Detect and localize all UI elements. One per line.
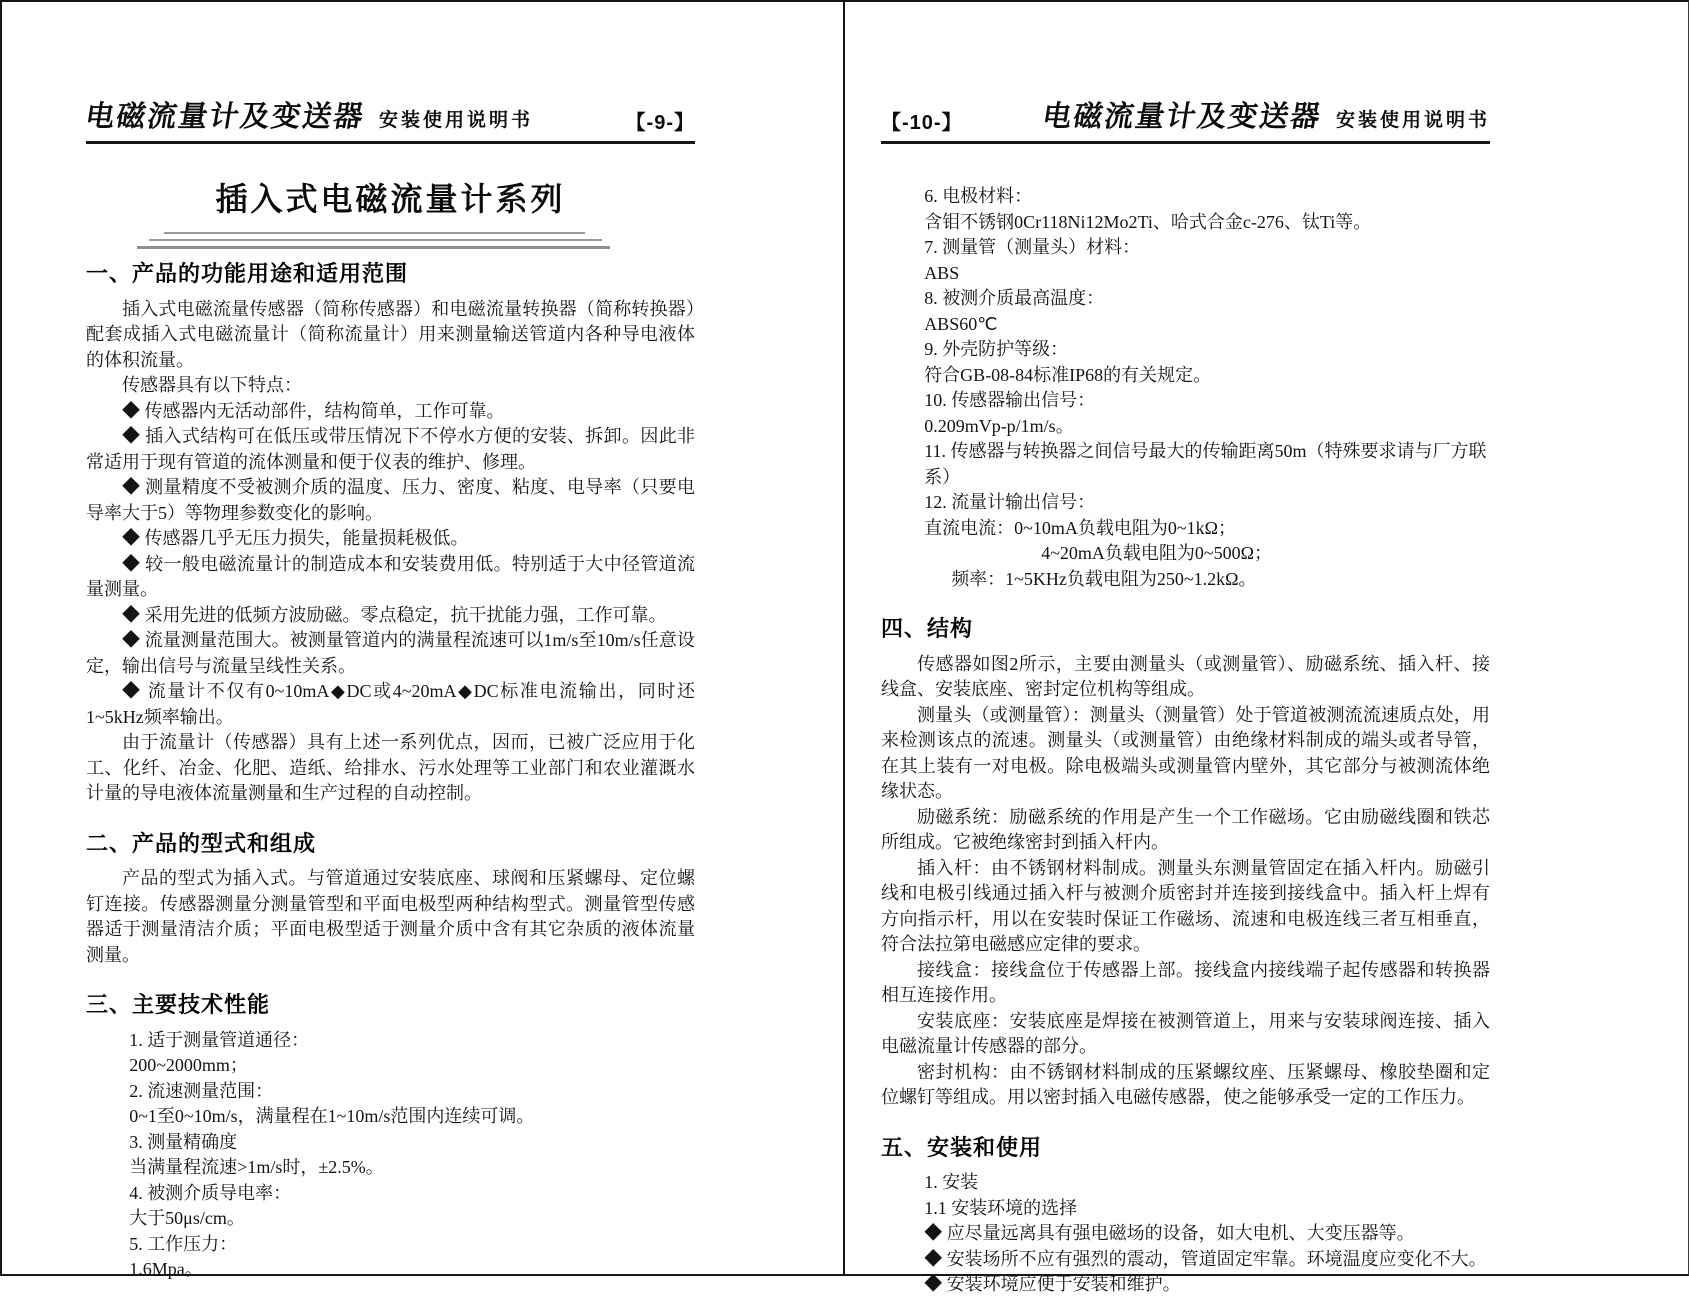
header-rule xyxy=(881,141,1490,144)
page10-header xyxy=(881,94,1490,135)
feature-item: ◆ 较一般电磁流量计的制造成本和安装费用低。特别适于大中径管道流量测量。 xyxy=(86,553,695,599)
title-underline xyxy=(86,232,695,249)
spec-line: 2. 流速测量范围： xyxy=(129,1080,274,1101)
section-heading-5: 五、安装和使用 xyxy=(881,1134,1043,1160)
page9-header xyxy=(83,94,695,135)
spec-line: 8. 被测介质最高温度： xyxy=(924,288,1105,308)
page-number: 【-10-】 xyxy=(881,112,963,134)
spec-line: 5. 工作压力： xyxy=(129,1233,238,1254)
section-heading-3: 三、主要技术性能 xyxy=(86,992,271,1017)
section-heading-4: 四、结构 xyxy=(881,616,974,641)
spec-line: 11. 传感器与转换器之间信号最大的传输距离50m（特殊要求请与厂方联系） xyxy=(924,441,1487,487)
spec-line: 4~20mA负载电阻为0~500Ω； xyxy=(1041,543,1273,563)
paragraph: 密封机构：由不锈钢材料制成的压紧螺纹座、压紧螺母、橡胶垫圈和定位螺钉等组成。用以密封插入电磁传感器，使之能够承受一定的工作压力。 xyxy=(881,1061,1490,1107)
paragraph: 测量头（或测量管）：测量头（测量管）处于管道被测流流速质点处，用来检测该点的流速。测量头（或测量管）由绝缘材料制成的端头或者导管，在其上装有一对电极。除电极端头或测量管内壁外，其它部分与被测流体绝缘状态。 xyxy=(881,704,1490,801)
spec-line: 0~1至0~10m/s，满量程在1~10m/s范围内连续可调。 xyxy=(129,1106,535,1126)
install-item: ◆ 应尽量远离具有强电磁场的设备，如大电机、大变压器等。 xyxy=(924,1223,1415,1243)
header-title-group xyxy=(1040,94,1490,135)
paragraph: 插入杆：由不锈钢材料制成。测量头东测量管固定在插入杆内。励磁引线和电极引线通过插入杆与被测介质密封并连接到接线盒中。插入杆上焊有方向指示杆，用以在安装时保证工作磁场、流速和电极连线三者互相垂直，符合法拉第电磁感应定律的要求。 xyxy=(881,857,1490,954)
page-10 xyxy=(843,2,1688,1294)
spec-line: ABS xyxy=(924,262,960,283)
spec-line: 含钼不锈钢0Cr118Ni12Mo2Ti、哈式合金c-276、钛Ti等。 xyxy=(924,211,1372,232)
header-rule xyxy=(86,141,695,144)
spec-line: 当满量程流速>1m/s时，±2.5%。 xyxy=(129,1157,384,1177)
underline-stroke xyxy=(137,246,610,249)
manual-subtitle: 安装使用说明书 xyxy=(1335,110,1490,131)
paragraph: 励磁系统：励磁系统的作用是产生一个工作磁场。它由励磁线圈和铁芯所组成。它被绝缘密封到插入杆内。 xyxy=(881,806,1490,852)
feature-item: ◆ 测量精度不受被测介质的温度、压力、密度、粘度、电导率（只要电导率大于5）等物理参数变化的影响。 xyxy=(86,477,695,523)
page-9 xyxy=(2,2,843,1279)
feature-item: ◆ 采用先进的低频方波励磁。零点稳定，抗干扰能力强，工作可靠。 xyxy=(122,604,667,625)
page10-body xyxy=(881,184,1490,1298)
install-item: ◆ 安装环境应便于安装和维护。 xyxy=(924,1274,1181,1294)
manual-title: 电磁流量计及变送器 xyxy=(1040,101,1325,133)
spec-line: 符合GB-08-84标准IP68的有关规定。 xyxy=(924,364,1212,385)
document-title: 插入式电磁流量计系列 xyxy=(215,181,566,217)
manual-title: 电磁流量计及变送器 xyxy=(83,101,368,133)
feature-item: ◆ 流量计不仅有0~10mA◆DC或4~20mA◆DC标准电流输出，同时还1~5kHz频率输出。 xyxy=(86,681,695,727)
spec-line: 频率：1~5KHz负载电阻为250~1.2kΩ。 xyxy=(951,568,1257,589)
spec-line: ABS60℃ xyxy=(924,313,998,334)
paragraph: 由于流量计（传感器）具有上述一系列优点，因而，已被广泛应用于化工、化纤、冶金、化肥、造纸、给排水、污水处理等工业部门和农业灌溉水计量的导电液体流量测量和生产过程的自动控制。 xyxy=(86,732,695,803)
paragraph: 传感器具有以下特点： xyxy=(122,375,302,395)
spec-line: 6. 电极材料： xyxy=(924,186,1033,206)
spec-line: 3. 测量精确度 xyxy=(129,1131,238,1152)
manual-subtitle: 安装使用说明书 xyxy=(379,110,534,131)
spec-line: 200~2000mm； xyxy=(129,1055,248,1075)
spec-line: 1. 安装 xyxy=(924,1172,979,1192)
underline-stroke xyxy=(149,239,602,241)
paragraph: 接线盒：接线盒位于传感器上部。接线盒内接线端子起传感器和转换器相互连接作用。 xyxy=(881,959,1490,1005)
spec-line: 4. 被测介质导电率： xyxy=(129,1182,292,1203)
feature-item: ◆ 传感器内无活动部件，结构简单，工作可靠。 xyxy=(122,400,505,421)
page9-body xyxy=(86,261,695,1283)
spec-line: 1.1 安装环境的选择 xyxy=(924,1197,1078,1218)
underline-stroke xyxy=(164,232,585,234)
spec-line: 1. 适于测量管道通径： xyxy=(129,1029,310,1050)
install-item: ◆ 安装场所不应有强烈的震动，管道固定牢靠。环境温度应变化不大。 xyxy=(924,1248,1487,1269)
spec-line: 9. 外壳防护等级： xyxy=(924,339,1069,359)
section-heading-1: 一、产品的功能用途和适用范围 xyxy=(86,261,409,286)
feature-item: ◆ 传感器几乎无压力损失，能量损耗极低。 xyxy=(122,528,469,548)
page-number: 【-9-】 xyxy=(625,112,695,134)
spec-line: 大于50μs/cm。 xyxy=(129,1208,245,1228)
spec-line: 10. 传感器输出信号： xyxy=(924,390,1096,410)
spec-line: 直流电流：0~10mA负载电阻为0~1kΩ； xyxy=(924,517,1237,538)
section-heading-2: 二、产品的型式和组成 xyxy=(86,830,317,856)
paragraph: 产品的型式为插入式。与管道通过安装底座、球阀和压紧螺母、定位螺钉连接。传感器测量分测量管型和平面电极型两种结构型式。测量管型传感器适于测量清洁介质；平面电极型适于测量介质中含有其它杂质的液体流量测量。 xyxy=(86,868,695,965)
paragraph: 插入式电磁流量传感器（简称传感器）和电磁流量转换器（简称转换器）配套成插入式电磁流量计（简称流量计）用来测量输送管道内各种导电液体的体积流量。 xyxy=(86,298,695,370)
spec-line: 0.209mVp-p/1m/s。 xyxy=(924,415,1074,436)
spec-line: 1.6Mpa。 xyxy=(129,1259,203,1279)
paragraph: 安装底座：安装底座是焊接在被测管道上，用来与安装球阀连接、插入电磁流量计传感器的部分。 xyxy=(881,1010,1490,1056)
feature-item: ◆ 流量测量范围大。被测量管道内的满量程流速可以1m/s至10m/s任意设定，输出信号与流量呈线性关系。 xyxy=(86,630,695,676)
spec-line: 7. 测量管（测量头）材料： xyxy=(924,237,1141,257)
spec-line: 12. 流量计输出信号： xyxy=(924,492,1096,512)
paragraph: 传感器如图2所示，主要由测量头（或测量管）、励磁系统、插入杆、接线盒、安装底座、密封定位机构等组成。 xyxy=(881,653,1490,699)
feature-item: ◆ 插入式结构可在低压或带压情况下不停水方便的安装、拆卸。因此非常适用于现有管道的流体测量和便于仪表的维护、修理。 xyxy=(86,426,695,472)
header-title-group xyxy=(83,94,534,135)
